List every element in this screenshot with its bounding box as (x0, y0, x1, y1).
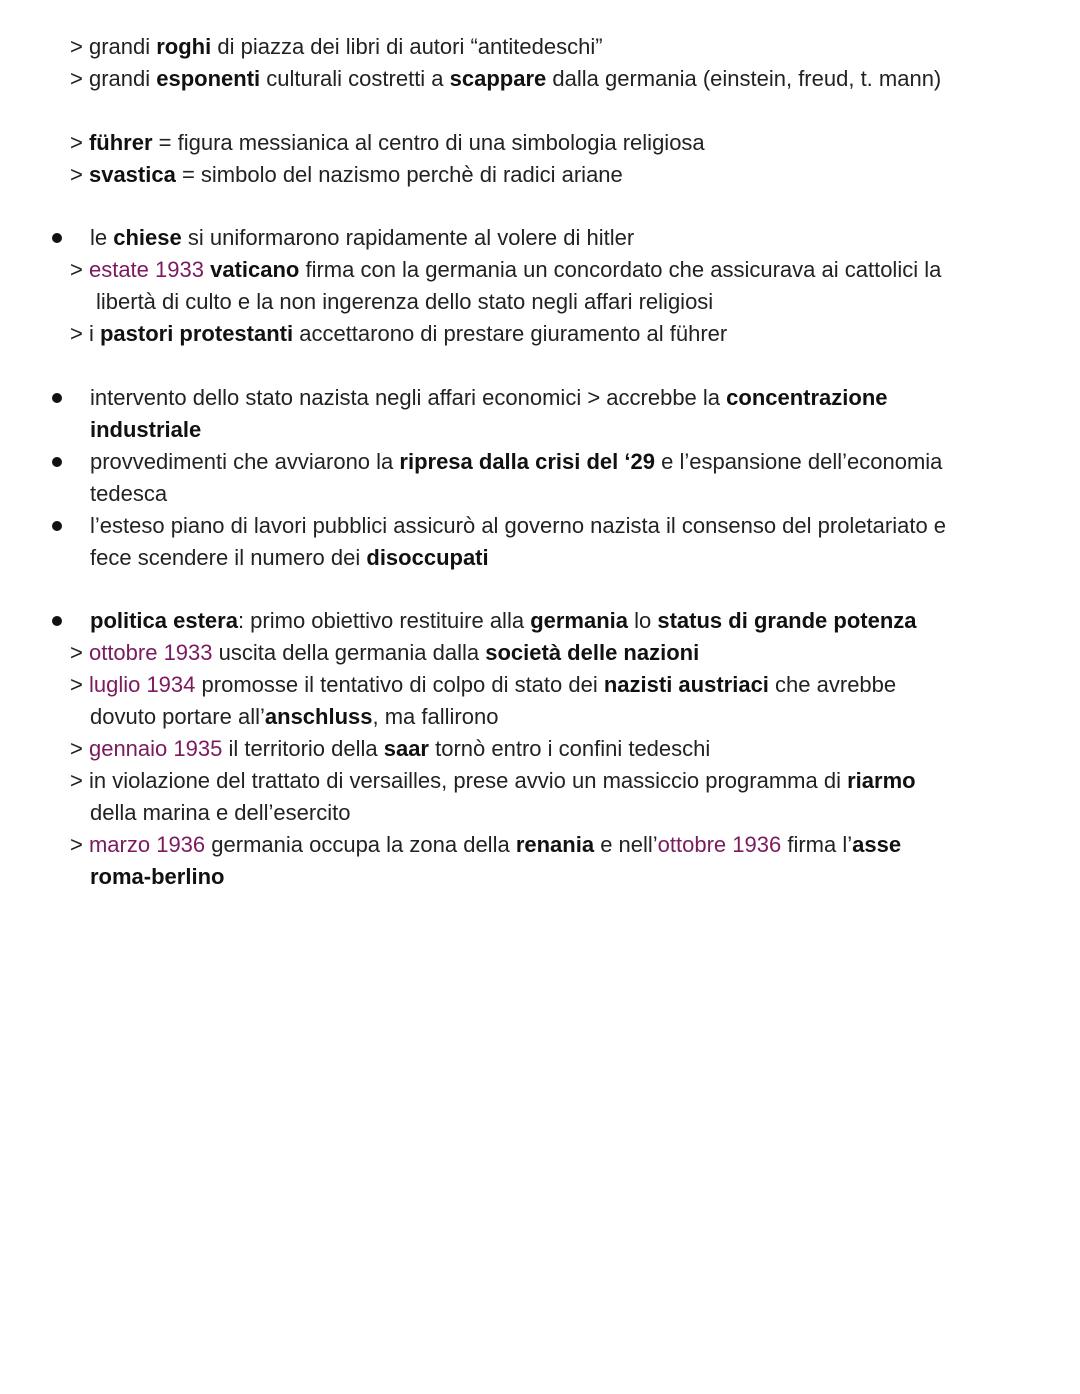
bullet-icon (52, 457, 62, 467)
bullet-chiese: le chiese si uniformarono rapidamente al volere di hitler (90, 225, 635, 250)
note-line-marzo-1936: > marzo 1936 germania occupa la zona della renania e nell’ottobre 1936 firma l’asse (70, 832, 902, 857)
note-line-vaticano: > estate 1933 vaticano firma con la germania un concordato che assicurava ai cattolici la (70, 257, 942, 282)
note-line-riarmo-cont: della marina e dell’esercito (90, 800, 351, 825)
note-line-vaticano-cont: libertà di culto e la non ingerenza dello stato negli affari religiosi (96, 289, 714, 314)
note-line-roghi: > grandi roghi di piazza dei libri di autori “antitedeschi” (70, 34, 603, 59)
bullet-icon (52, 616, 62, 626)
note-line-luglio-1934-cont: dovuto portare all’anschluss, ma fallirono (90, 704, 499, 729)
bullet-provvedimenti-cont: tedesca (90, 481, 168, 506)
note-line-riarmo: > in violazione del trattato di versailles, prese avvio un massiccio programma di riarmo (70, 768, 916, 793)
note-line-ottobre-1933: > ottobre 1933 uscita della germania dalla società delle nazioni (70, 640, 700, 665)
note-line-marzo-1936-cont: roma-berlino (90, 864, 225, 889)
note-line-luglio-1934: > luglio 1934 promosse il tentativo di colpo di stato dei nazisti austriaci che avrebbe (70, 672, 897, 697)
note-line-gennaio-1935: > gennaio 1935 il territorio della saar tornò entro i confini tedeschi (70, 736, 711, 761)
bullet-intervento: intervento dello stato nazista negli affari economici > accrebbe la concentrazione (90, 385, 888, 410)
bullet-icon (52, 233, 62, 243)
bullet-icon (52, 393, 62, 403)
bullet-icon (52, 521, 62, 531)
note-line-svastica: > svastica = simbolo del nazismo perchè di radici ariane (70, 162, 623, 187)
note-line-pastori: > i pastori protestanti accettarono di prestare giuramento al führer (70, 321, 728, 346)
bullet-intervento-cont: industriale (90, 417, 202, 442)
bullet-lavori-cont: fece scendere il numero dei disoccupati (90, 545, 489, 570)
note-line-fuhrer: > führer = figura messianica al centro di una simbologia religiosa (70, 130, 705, 155)
bullet-provvedimenti: provvedimenti che avviarono la ripresa dalla crisi del ‘29 e l’espansione dell’economia (90, 449, 943, 474)
note-line-esponenti: > grandi esponenti culturali costretti a scappare dalla germania (einstein, freud, t. mann) (70, 66, 942, 91)
bullet-politica-estera: politica estera: primo obiettivo restituire alla germania lo status di grande potenza (90, 608, 917, 633)
bullet-lavori: l’esteso piano di lavori pubblici assicurò al governo nazista il consenso del proletariato e (90, 513, 947, 538)
